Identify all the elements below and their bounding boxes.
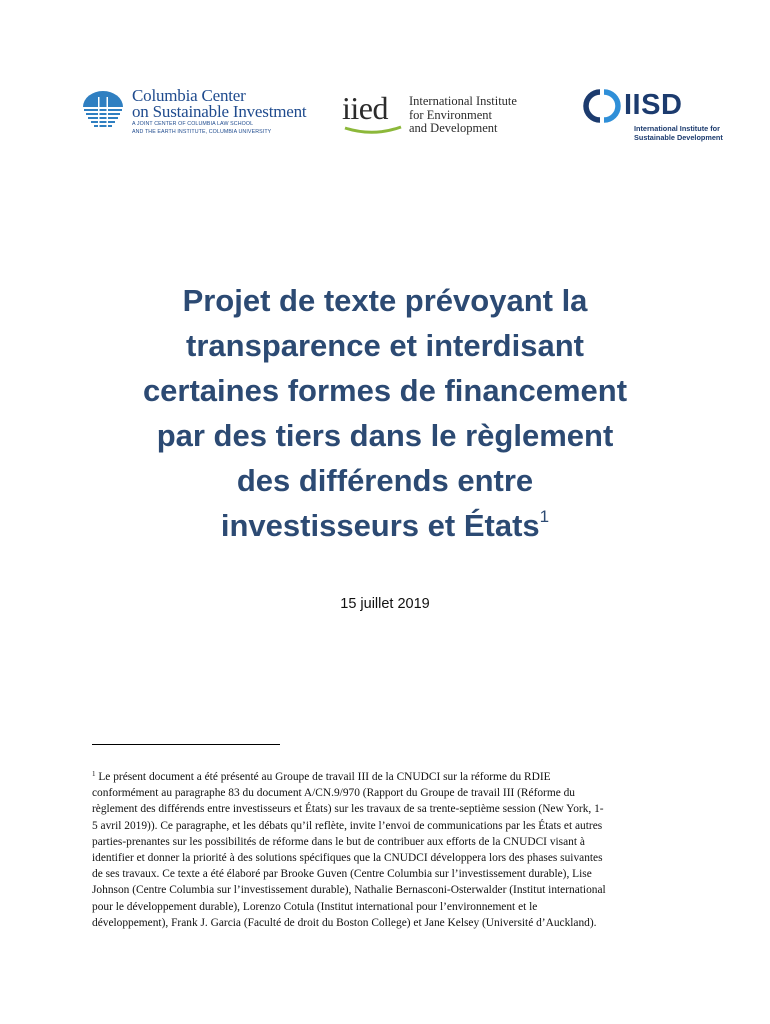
columbia-crest-icon [80,91,126,131]
title-line: transparence et interdisant [186,328,584,363]
columbia-subname: on Sustainable Investment [132,102,307,121]
title-footnote-ref[interactable]: 1 [539,507,550,526]
columbia-name: Columbia Center [132,86,246,105]
document-title [60,278,710,548]
columbia-tagline-1: A JOINT CENTER OF COLUMBIA LAW SCHOOL [132,121,254,127]
iied-logo [338,92,538,142]
footnote-divider [92,744,280,745]
footnote-line: parties-prenantes sur les possibilités de réforme dans le but de contribuer aux efforts de la CNUDCI visant à [92,835,585,848]
footnote-line: de ses travaux. Ce texte a été élaboré par Brooke Guven (Centre Columbia sur l’investissement durable), Lise [92,868,592,881]
columbia-tagline-2: AND THE EARTH INSTITUTE, COLUMBIA UNIVERSITY [132,129,272,135]
iisd-wordmark: IISD [624,89,683,121]
iisd-logo [580,86,730,146]
footnote-line: conformément au paragraphe 83 du document A/CN.9/970 (Rapport du Groupe de travail III (Réforme du [92,787,576,800]
footnote-line: développement), Frank J. Garcia (Faculté de droit du Boston College) et Jane Kelsey (Université d’Auckland). [92,916,597,929]
footnote-line: 5 avril 2019)). Ce paragraphe, et les débats qu’il reflète, invite l’envoi de communications par les États et autres [92,819,603,832]
logo-header [0,0,770,160]
title-line: par des tiers dans le règlement [156,418,614,453]
footnote-line: identifier et donner la priorité à des solutions spécifiques que la CNUDCI développera lors des phases suivantes [92,852,603,865]
iied-name-line-2: for Environment [409,107,492,122]
title-line-text: investisseurs et États [220,508,540,543]
iied-name-line-3: and Development [409,121,498,135]
title-line: certaines formes de financement [142,373,628,408]
title-line: des différends entre [236,463,534,498]
document-date: 15 juillet 2019 [340,596,430,612]
iied-swoosh-icon [344,125,402,135]
title-line-last [60,503,710,548]
footnote-line: Johnson (Centre Columbia sur l’investissement durable), Nathalie Bernasconi-Osterwalder (Institut international [92,884,606,897]
footnote-marker: 1 [92,770,96,778]
columbia-center-logo [80,86,307,138]
iied-wordmark: iied [342,90,388,126]
title-line: Projet de texte prévoyant la [182,283,588,318]
footnote-line: pour le développement durable), Lorenzo Cotula (Institut international pour l’environnement et le [92,900,538,913]
footnote [92,769,688,931]
iisd-ring-icon [580,86,624,126]
footnote-line: règlement des différends entre investisseurs et États) sur les travaux de sa trente-septième session (New York, 1- [92,803,604,816]
iied-name-line-1: International Institute [409,94,517,108]
iisd-name-line-1: International Institute for [634,124,720,133]
footnote-line-text: Le présent document a été présenté au Groupe de travail III de la CNUDCI sur la réforme du RDIE [95,771,551,783]
footnote-line [92,769,688,785]
iisd-name-line-2: Sustainable Development [634,132,723,142]
